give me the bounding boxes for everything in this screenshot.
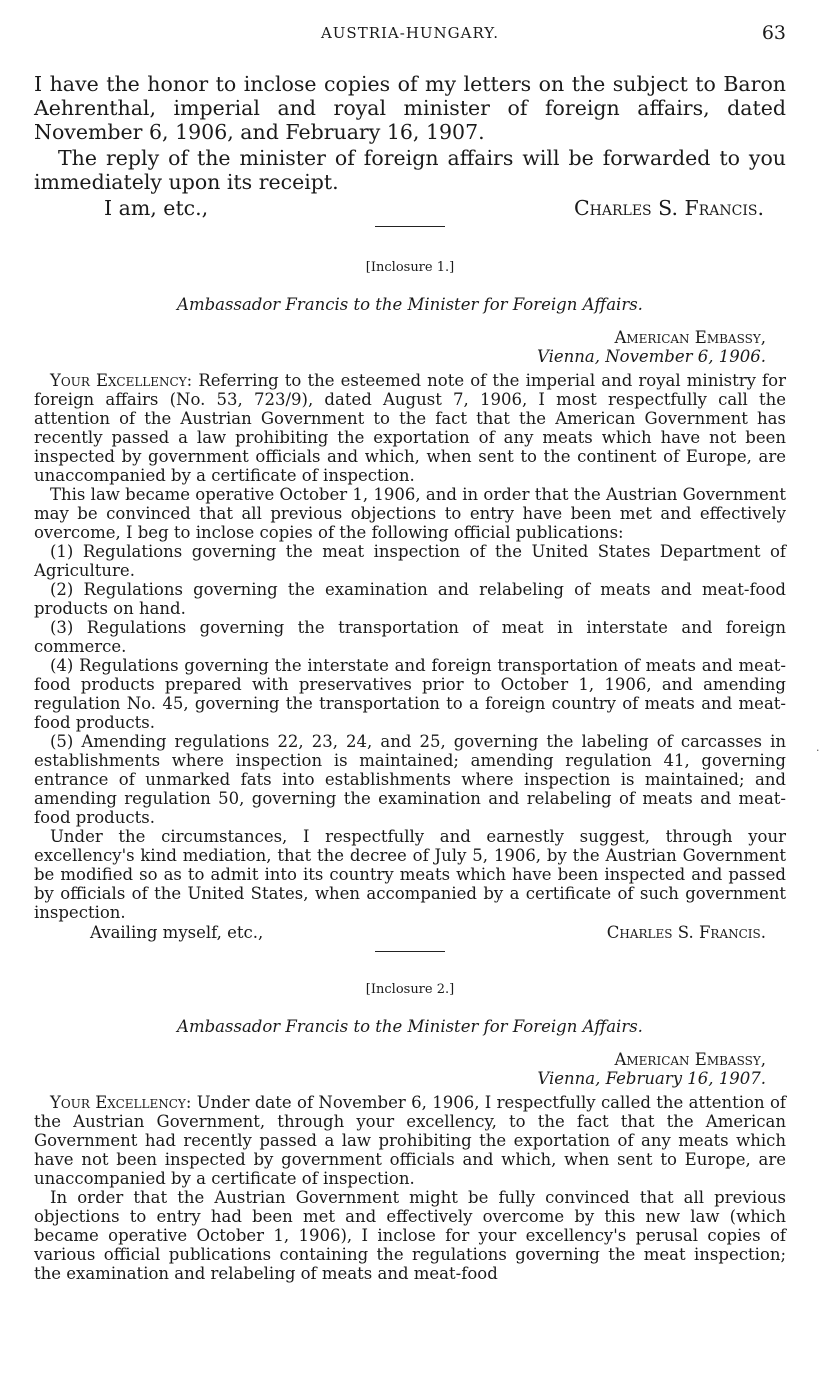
closing-phrase: I am, etc.,	[104, 196, 209, 220]
document-page	[34, 22, 786, 1283]
running-header	[34, 22, 786, 48]
list-item: (2) Regulations governing the examination and relabeling of meats and meat-food products on hand.	[34, 580, 786, 618]
opening-paragraph-1: I have the honor to inclose copies of my letters on the subject to Baron Aehrenthal, imperial and royal minister of foreign affairs, dated November 6, 1906, and February 16, 1907.	[34, 72, 786, 144]
letter-paragraph: This law became operative October 1, 1906, and in order that the Austrian Government may be convinced that all previous objections to entry have been met and effectively overcome, I beg to inclose copies of the following official publications:	[34, 485, 786, 542]
inclosure-label: [Inclosure 2.]	[365, 982, 455, 997]
letter-paragraph	[34, 1093, 786, 1188]
header-title: AUSTRIA-HUNGARY.	[320, 24, 500, 42]
list-item: (1) Regulations governing the meat inspection of the United States Department of Agriculture.	[34, 542, 786, 580]
section-divider	[375, 226, 445, 227]
signature: Charles S. Francis.	[574, 196, 764, 220]
address-office: American Embassy,	[614, 1050, 766, 1069]
address-place-date: Vienna, November 6, 1906.	[536, 347, 766, 366]
salutation: Your Excellency:	[50, 1093, 192, 1112]
letter-closing	[34, 923, 786, 943]
paragraph-text: Under date of November 6, 1906, I respectfully called the attention of the Austrian Government, through your excellency, to the fact that the American Government had recently passed a law prohibiting the exportation of any meats which have not been inspected by government officials and which, when sent to Europe, are unaccompanied by a certificate of inspection.	[34, 1093, 786, 1188]
page-number: 63	[761, 22, 786, 44]
letter-paragraph: In order that the Austrian Government might be fully convinced that all previous objections to entry had been met and effectively overcome by this new law (which became operative October 1, 1906), I inclose for your excellency's perusal copies of various official publications containing the regulations governing the meat inspection; the examination and relabeling of meats and meat-food	[34, 1188, 786, 1283]
opening-paragraph-2: The reply of the minister of foreign affairs will be forwarded to you immediately upon its receipt.	[34, 146, 786, 194]
list-item: (4) Regulations governing the interstate and foreign transportation of meats and meat-food products prepared with preservatives prior to October 1, 1906, and amending regulation No. 45, governing the transportation to a foreign country of meats and meat-food products.	[34, 656, 786, 732]
letter-address	[34, 328, 786, 366]
opening-closing	[34, 196, 786, 222]
letter-paragraph	[34, 371, 786, 485]
letter-heading: Ambassador Francis to the Minister for Foreign Affairs.	[177, 295, 643, 314]
list-item: (3) Regulations governing the transportation of meat in interstate and foreign commerce.	[34, 618, 786, 656]
address-office: American Embassy,	[614, 328, 766, 347]
margin-mark: ·	[816, 744, 820, 757]
closing-phrase: Availing myself, etc.,	[90, 923, 264, 942]
inclosure-label: [Inclosure 1.]	[365, 260, 455, 275]
signature: Charles S. Francis.	[606, 923, 766, 942]
list-item: (5) Amending regulations 22, 23, 24, and 25, governing the labeling of carcasses in establishments where inspection is maintained; amending regulation 41, governing entrance of unmarked fats into establishments where inspection is maintained; and amending regulation 50, governing the examination and relabeling of meats and meat-food products.	[34, 732, 786, 827]
address-place-date: Vienna, February 16, 1907.	[537, 1069, 766, 1088]
letter-address	[34, 1050, 786, 1088]
letter-heading: Ambassador Francis to the Minister for Foreign Affairs.	[177, 1017, 643, 1036]
salutation: Your Excellency:	[50, 371, 193, 390]
letter-paragraph: Under the circumstances, I respectfully and earnestly suggest, through your excellency's kind mediation, that the decree of July 5, 1906, by the Austrian Government be modified so as to admit into its country meats which have been inspected and passed by officials of the United States, when accompanied by a certificate of such government inspection.	[34, 827, 786, 922]
section-divider	[375, 951, 445, 952]
paragraph-text: Referring to the esteemed note of the imperial and royal ministry for foreign affairs (No. 53, 723/9), dated August 7, 1906, I most respectfully call the attention of the Austrian Government to the fact that the American Government has recently passed a law prohibiting the exportation of any meats which have not been inspected by government officials and which, when sent to the continent of Europe, are unaccompanied by a certificate of inspection.	[34, 371, 786, 485]
